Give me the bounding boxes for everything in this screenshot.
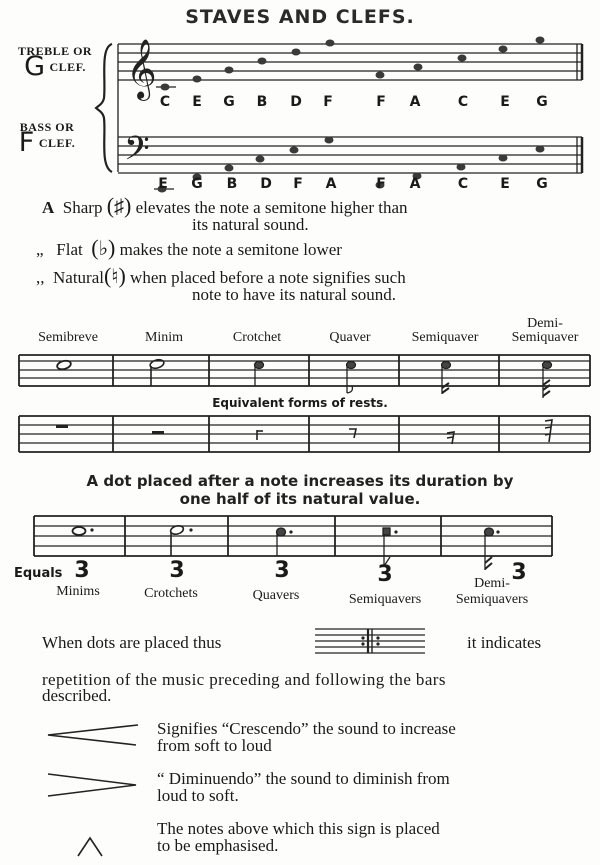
crescendo-line2: from soft to loud xyxy=(157,736,272,755)
natural-definition: ,, Natural(♮) when placed before a note signifies such xyxy=(36,263,406,288)
treble-big-letter: G xyxy=(24,51,46,82)
label-minims: Minims xyxy=(56,584,100,599)
header-semiquaver: Semiquaver xyxy=(411,330,479,345)
bass-clef-icon: 𝄢 xyxy=(124,130,150,176)
bass-clef-label-line1: BASS OR xyxy=(19,120,75,134)
bass-note-letter: A xyxy=(409,176,421,192)
crescendo-line1: Signifies “Crescendo” the sound to increase xyxy=(157,719,456,738)
label-quavers: Quavers xyxy=(252,588,300,603)
bass-note-letter: G xyxy=(191,176,203,192)
header-minim: Minim xyxy=(144,330,184,345)
count-semiquavers: 3 xyxy=(377,562,393,587)
bass-big-letter: F xyxy=(18,127,35,158)
treble-note-letter: E xyxy=(500,94,510,110)
count-crotchets: 3 xyxy=(169,558,185,583)
sharp-definition: A Sharp (♯) elevates the note a semitone higher than xyxy=(42,193,408,218)
repeat-text-after: it indicates xyxy=(467,633,542,652)
treble-note-letter: F xyxy=(323,94,333,110)
natural-name: Natural xyxy=(53,268,104,287)
sharp-name: Sharp xyxy=(62,198,103,217)
flat-prefix: „ xyxy=(36,240,44,259)
label-demi-prefix: Demi- xyxy=(474,576,510,591)
sharp-text: elevates the note a semitone higher than xyxy=(135,198,408,217)
label-demisemiquavers: Semiquavers xyxy=(455,592,529,607)
bass-note-letter: E xyxy=(158,176,168,192)
accent-line2: to be emphasised. xyxy=(157,836,279,855)
dotted-caption-line1: A dot placed after a note increases its duration by xyxy=(86,472,514,490)
treble-note-letter: C xyxy=(159,94,171,110)
bass-note-letter: G xyxy=(536,176,548,192)
sharp-text-line2: its natural sound. xyxy=(192,215,309,234)
accent-icon xyxy=(78,838,102,856)
diminuendo-line2: loud to soft. xyxy=(157,786,239,805)
repeat-text-before: When dots are placed thus xyxy=(42,633,222,652)
bass-note-letter: D xyxy=(260,176,272,192)
treble-note-letter: G xyxy=(223,94,235,110)
natural-text-line2: note to have its natural sound. xyxy=(192,285,396,304)
treble-note-letter: B xyxy=(256,94,268,110)
flat-text: makes the note a semitone lower xyxy=(119,240,342,259)
bass-clef-label-line2: CLEF. xyxy=(38,136,76,150)
treble-note-letter: F xyxy=(376,94,386,110)
bass-note-letter: E xyxy=(500,176,510,192)
repeat-line3: described. xyxy=(42,686,112,705)
equals-label: Equals xyxy=(14,566,63,581)
treble-note-letter: D xyxy=(290,94,302,110)
header-demisemiquaver-top: Demi- xyxy=(527,316,563,331)
dotted-caption-line2: one half of its natural value. xyxy=(179,490,421,508)
bass-note-letter: F xyxy=(293,176,303,192)
header-crotchet: Crotchet xyxy=(232,330,282,345)
bass-note-letter: C xyxy=(457,176,469,192)
bass-note-letter: F xyxy=(376,176,386,192)
label-crotchets: Crotchets xyxy=(144,586,198,601)
flat-definition: „ Flat (♭) makes the note a semitone lower xyxy=(36,235,342,260)
diminuendo-line1: “ Diminuendo” the sound to diminish from xyxy=(157,769,450,788)
sharp-icon: ♯ xyxy=(114,196,125,218)
treble-note-letter: C xyxy=(457,94,469,110)
flat-name: Flat xyxy=(56,240,83,259)
label-semiquavers: Semiquavers xyxy=(348,592,422,607)
bass-note-letter: B xyxy=(226,176,238,192)
page-title: STAVES AND CLEFS. xyxy=(185,6,415,28)
header-quaver: Quaver xyxy=(329,330,371,345)
count-minims: 3 xyxy=(74,558,90,583)
treble-clef-icon: 𝄞 xyxy=(126,39,157,99)
natural-prefix: ,, xyxy=(36,268,45,287)
count-quavers: 3 xyxy=(274,558,290,583)
sharp-prefix: A xyxy=(42,198,55,217)
repeat-line2: repetition of the music preceding and following the bars xyxy=(42,670,446,689)
treble-note-letter: A xyxy=(409,94,421,110)
crescendo-icon xyxy=(48,725,138,745)
treble-clef-label-line2: CLEF. xyxy=(49,60,86,74)
treble-note-letter: E xyxy=(192,94,202,110)
header-semibreve: Semibreve xyxy=(38,330,98,345)
bass-note-letter: A xyxy=(325,176,337,192)
header-demisemiquaver-bottom: Semiquaver xyxy=(511,330,579,345)
accent-line1: The notes above which this sign is placed xyxy=(157,819,440,838)
treble-note-letter: G xyxy=(536,94,548,110)
count-demisemiquavers: 3 xyxy=(511,560,527,585)
diminuendo-icon xyxy=(48,774,136,796)
flat-icon: ♭ xyxy=(98,238,109,260)
natural-icon: ♮ xyxy=(111,266,119,288)
rests-caption: Equivalent forms of rests. xyxy=(212,396,388,410)
natural-text: when placed before a note signifies such xyxy=(130,268,406,287)
treble-clef-label-line1: TREBLE OR xyxy=(17,44,93,58)
